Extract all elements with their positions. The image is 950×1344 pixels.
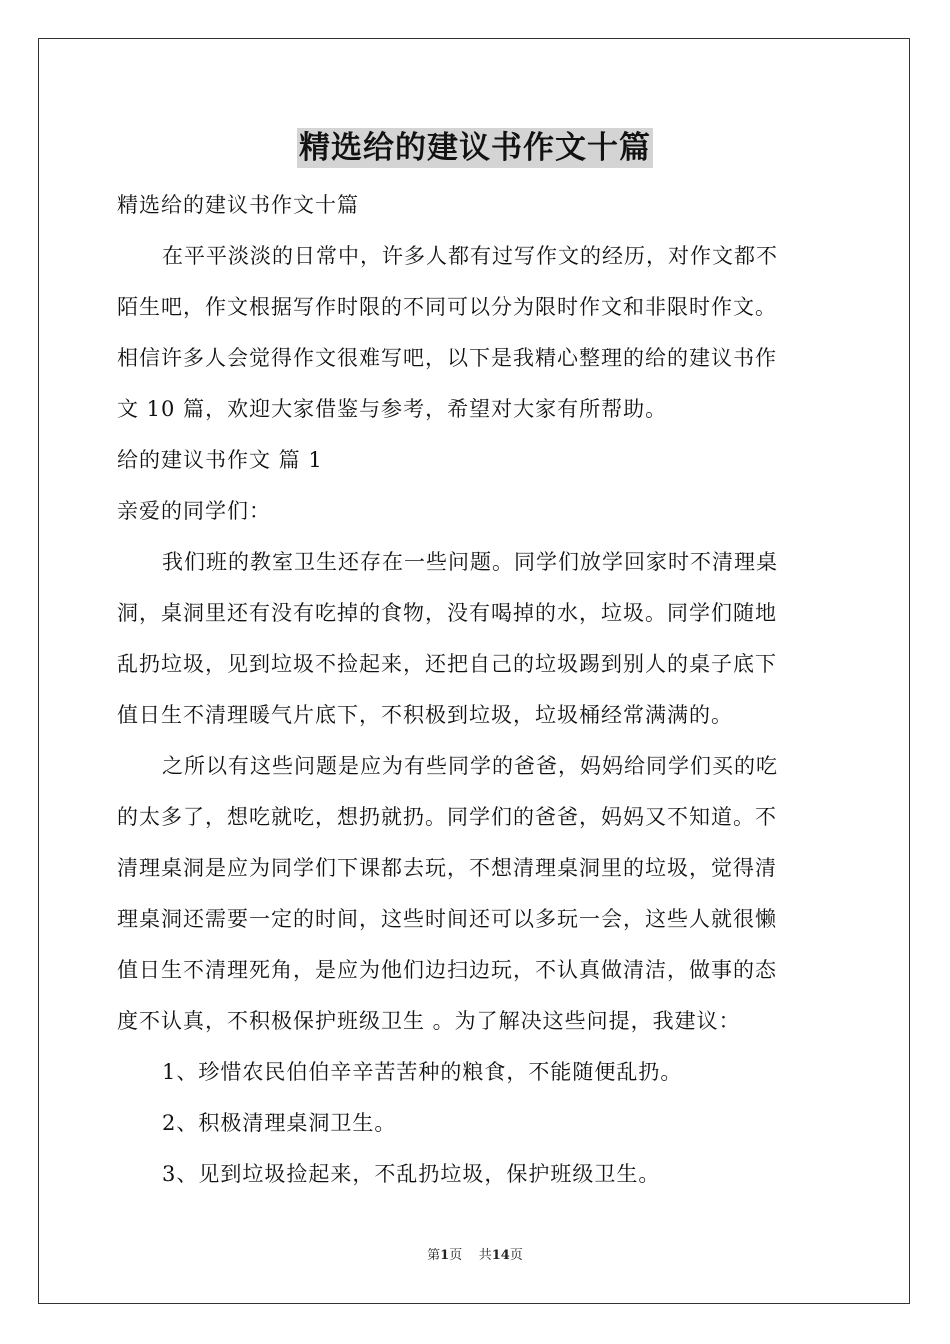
list-item: 3、见到垃圾捡起来，不乱扔垃圾，保护班级卫生。 [162, 1162, 661, 1186]
body-line: 陌生吧，作文根据写作时限的不同可以分为限时作文和非限时作文。 [117, 295, 777, 319]
body-line: 文 10 篇，欢迎大家借鉴与参考，希望对大家有所帮助。 [117, 397, 668, 421]
footer-page-number: 1 [440, 1248, 450, 1263]
footer-total-pages: 14 [491, 1248, 510, 1263]
footer-total-suffix: 页 [509, 1248, 523, 1263]
list-item: 2、积极清理桌洞卫生。 [162, 1111, 397, 1135]
body-line: 清理桌洞是应为同学们下课都去玩，不想清理桌洞里的垃圾，觉得清 [117, 856, 777, 880]
body-line: 的太多了，想吃就吃，想扔就扔。同学们的爸爸，妈妈又不知道。不 [117, 805, 777, 829]
title-container [0, 128, 950, 168]
body-line: 度不认真，不积极保护班级卫生 。为了解决这些问提，我建议： [117, 1009, 741, 1033]
document-title: 精选给的建议书作文十篇 [299, 130, 651, 166]
page-footer [0, 1244, 950, 1263]
body-line: 我们班的教室卫生还存在一些问题。同学们放学回家时不清理桌 [162, 550, 778, 574]
salutation: 亲爱的同学们： [117, 499, 271, 523]
body-line: 理桌洞还需要一定的时间，这些时间还可以多玩一会，这些人就很懒 [117, 907, 777, 931]
body-line: 乱扔垃圾，见到垃圾不捡起来，还把自己的垃圾踢到别人的桌子底下 [117, 652, 777, 676]
footer-page-suffix: 页 [449, 1248, 463, 1263]
body-line: 相信许多人会觉得作文很难写吧，以下是我精心整理的给的建议书作 [117, 346, 777, 370]
body-line: 值日生不清理暖气片底下，不积极到垃圾，垃圾桶经常满满的。 [117, 703, 733, 727]
body-line: 在平平淡淡的日常中，许多人都有过写作文的经历，对作文都不 [162, 244, 778, 268]
footer-prefix: 第 [427, 1248, 441, 1263]
body-line: 洞，桌洞里还有没有吃掉的食物，没有喝掉的水，垃圾。同学们随地 [117, 601, 777, 625]
body-line: 值日生不清理死角，是应为他们边扫边玩，不认真做清洁，做事的态 [117, 958, 777, 982]
footer-total-prefix: 共 [478, 1248, 492, 1263]
document-body [117, 180, 835, 1200]
section-heading: 给的建议书作文 篇 1 [117, 448, 323, 472]
body-line: 精选给的建议书作文十篇 [117, 193, 359, 217]
body-line: 之所以有这些问题是应为有些同学的爸爸，妈妈给同学们买的吃 [162, 754, 778, 778]
list-item: 1、珍惜农民伯伯辛辛苦苦种的粮食，不能随便乱扔。 [162, 1060, 683, 1084]
